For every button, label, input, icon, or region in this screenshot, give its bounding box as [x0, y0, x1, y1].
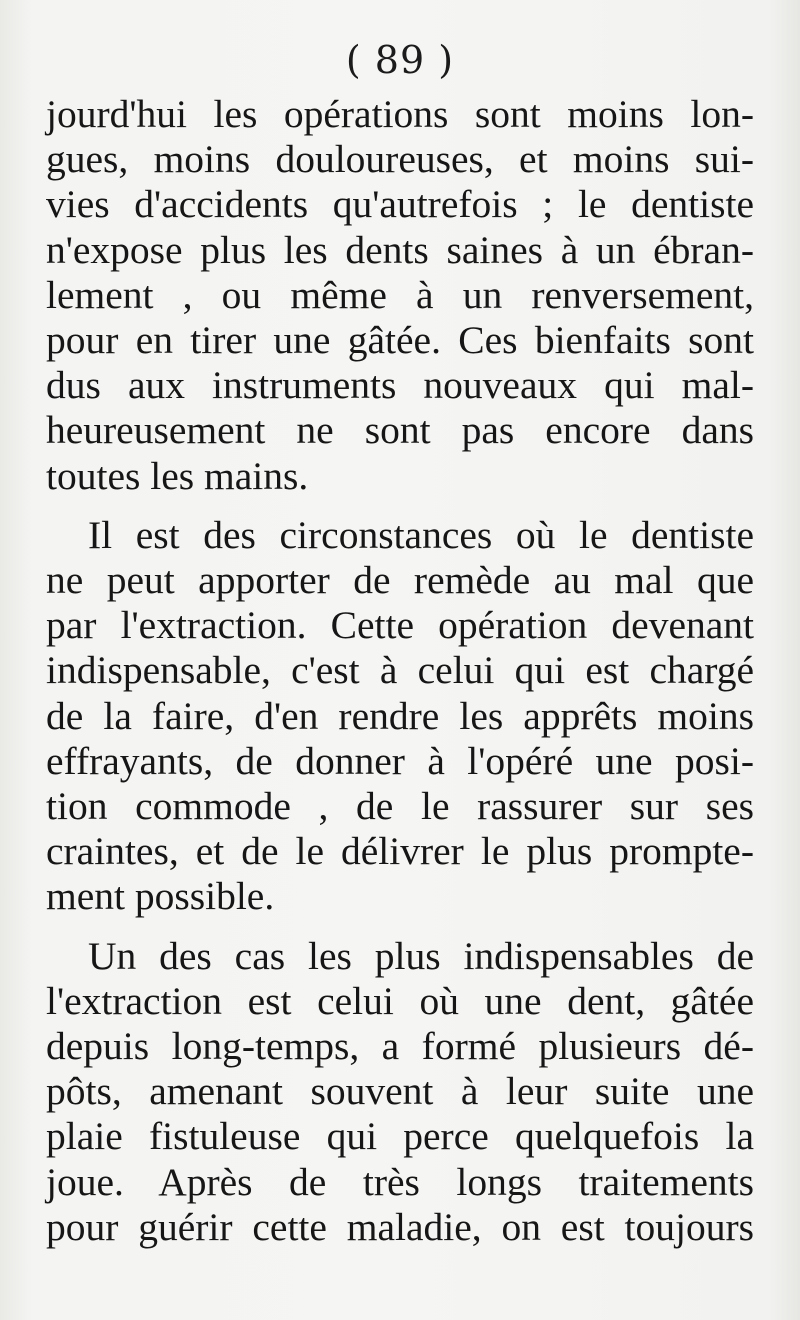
text-line: effrayants, de donner à l'opéré une posi- [46, 738, 754, 783]
text-line: de la faire, d'en rendre les apprêts moins [46, 693, 754, 738]
page-number: ( 89 ) [345, 38, 455, 82]
paragraph-gap [46, 920, 754, 934]
text-line: Un des cas les plus indispensables de [88, 933, 754, 978]
text-line: lement , ou même à un renversement, [46, 272, 754, 317]
text-line: craintes, et de le délivrer le plus prompte- [46, 829, 754, 874]
text-line: ment possible. [46, 874, 275, 919]
text-line: toutes les mains. [46, 453, 309, 498]
text-line: pour guérir cette maladie, on est toujours [46, 1204, 754, 1249]
text-line: joue. Après de très longs traitements [46, 1159, 754, 1204]
paragraph-3 [46, 934, 754, 1250]
text-line: heureusement ne sont pas encore dans [46, 408, 754, 453]
text-line: tion commode , de le rassurer sur ses [46, 784, 754, 829]
text-line: dus aux instruments nouveaux qui mal- [46, 363, 754, 408]
text-line: plaie fistuleuse qui perce quelquefois la [46, 1114, 754, 1159]
text-line: pour en tirer une gâtée. Ces bienfaits sont [46, 318, 754, 363]
text-line: n'expose plus les dents saines à un ébran- [46, 227, 754, 272]
text-line: indispensable, c'est à celui qui est chargé [46, 648, 754, 693]
text-line: par l'extraction. Cette opération devenant [46, 603, 754, 648]
paragraph-gap [46, 499, 754, 513]
text-line: depuis long-temps, a formé plusieurs dé- [46, 1024, 754, 1069]
text-line: Il est des circonstances où le dentiste [88, 512, 754, 557]
text-line: vies d'accidents qu'autrefois ; le dentiste [46, 182, 754, 227]
body-text [46, 92, 754, 1250]
text-line: pôts, amenant souvent à leur suite une [46, 1069, 754, 1114]
paragraph-1 [46, 92, 754, 499]
text-line: ne peut apporter de remède au mal que [46, 558, 754, 603]
text-line: gues, moins douloureuses, et moins sui- [46, 137, 754, 182]
paragraph-2 [46, 513, 754, 920]
text-line: jourd'hui les opérations sont moins lon- [46, 92, 754, 136]
text-line: l'extraction est celui où une dent, gâtée [46, 978, 754, 1023]
